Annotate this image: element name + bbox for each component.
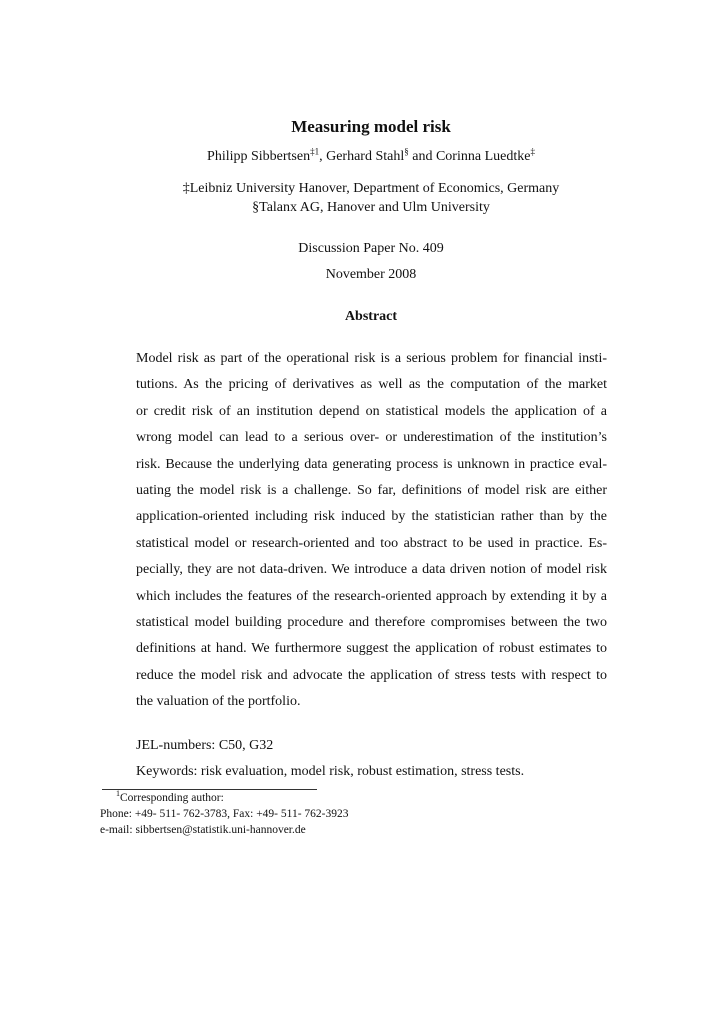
author-sibbertsen-mark: ‡1 (310, 146, 320, 157)
abstract-line: uating the model risk is a challenge. So far, definitions of model risk are either (136, 483, 607, 499)
keywords: Keywords: risk evaluation, model risk, robust estimation, stress tests. (136, 764, 525, 779)
abstract-line: application-oriented including risk induced by the statistician rather than by the (136, 509, 607, 525)
footnote-marker: 1 (116, 789, 120, 799)
footnote-corresponding-author (116, 789, 224, 804)
author-stahl: Gerhard Stahl (326, 149, 405, 164)
footnote-rule (102, 789, 317, 790)
author-line (0, 146, 724, 165)
abstract-line: definitions at hand. We furthermore suggest the application of robust estimates to (136, 641, 607, 657)
abstract-line: pecially, they are not data-driven. We introduce a data driven notion of model risk (136, 562, 607, 578)
footnote-phone-fax: Phone: +49- 511- 762-3783, Fax: +49- 511- 762-3923 (100, 808, 349, 820)
abstract-line: tutions. As the pricing of derivatives as well as the computation of the market (136, 377, 607, 393)
abstract-body (136, 346, 607, 716)
abstract-line: risk. Because the underlying data generating process is unknown in practice eval- (136, 456, 607, 472)
author-luedtke: Corinna Luedtke (435, 149, 531, 164)
abstract-line: statistical model or research-oriented and too abstract to be used in practice. Es- (136, 535, 607, 551)
abstract-line: statistical model building procedure and therefore compromises between the two (136, 615, 607, 631)
paper-title: Measuring model risk (291, 117, 451, 136)
author-sibbertsen: Philipp Sibbertsen (207, 149, 311, 164)
publication-date: November 2008 (325, 267, 417, 282)
abstract-line: Model risk as part of the operational risk is a serious problem for financial insti- (136, 351, 607, 366)
author-separator: , (319, 149, 327, 164)
abstract-line: wrong model can lead to a serious over- or underestimation of the institution’s (136, 430, 607, 446)
author-luedtke-mark: ‡ (530, 146, 535, 157)
abstract-line: reduce the model risk and advocate the application of stress tests with respect to (136, 667, 607, 683)
abstract-heading: Abstract (344, 309, 398, 324)
jel-numbers: JEL-numbers: C50, G32 (136, 738, 274, 753)
abstract-line: which includes the features of the research-oriented approach by extending it by a (136, 588, 607, 604)
footnote-label: Corresponding author: (120, 792, 224, 804)
affiliation-leibniz: ‡Leibniz University Hanover, Department of Economics, Germany (182, 181, 560, 196)
author-stahl-mark: § (404, 146, 409, 157)
affiliation-talanx: §Talanx AG, Hanover and Ulm University (252, 200, 490, 215)
author-separator-and: and (408, 149, 436, 164)
discussion-paper-number: Discussion Paper No. 409 (298, 241, 444, 256)
footnote-email: e-mail: sibbertsen@statistik.uni-hannover.de (100, 824, 306, 836)
abstract-line: or credit risk of an institution depend on statistical models the application of a (136, 403, 607, 419)
abstract-line: the valuation of the portfolio. (136, 694, 301, 710)
